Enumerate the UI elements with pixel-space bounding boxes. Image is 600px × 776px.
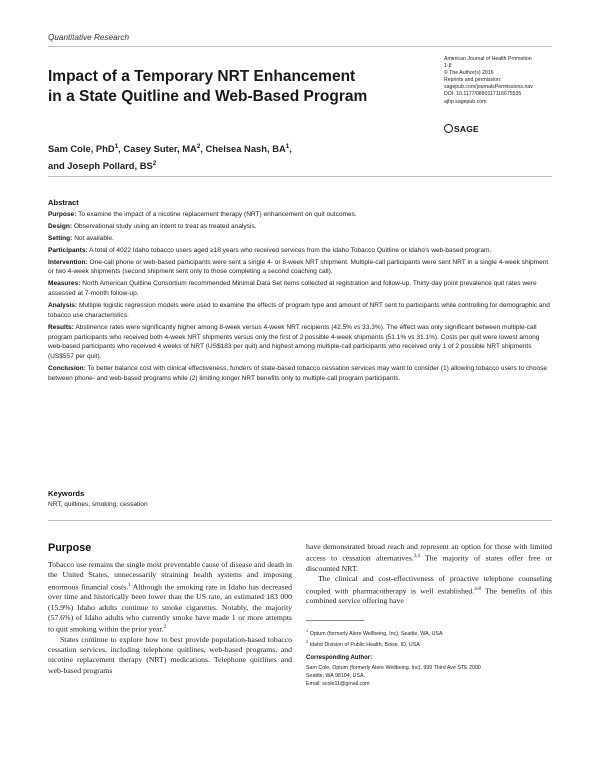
journal-line: Reprints and permission: [444, 77, 502, 84]
affiliation-marker: 2 [152, 160, 157, 168]
affiliation [306, 627, 556, 638]
corr-line: Seattle, WA 98104, USA. [306, 673, 365, 680]
field-text: Observational study using an intent to treat as treated analysis. [73, 222, 257, 230]
abstract-heading: Abstract [48, 198, 79, 207]
field-text: A total of 4022 Idaho tobacco users aged ≥18 years who received services from the Idaho Tobacco Quitline or Idaho's web-based program. [89, 246, 492, 254]
abstract-purpose [48, 210, 553, 220]
author-name: Chelsea Nash, BA [205, 143, 286, 155]
body-text: have demonstrated broad reach and represent an option for those with limited access to cessation alternatives. [306, 542, 552, 563]
abstract-participants [48, 246, 553, 256]
affiliation-marker: 1 [306, 628, 309, 633]
publisher-name: SAGE [454, 124, 479, 134]
abstract [48, 198, 553, 386]
keywords-divider [48, 520, 552, 521]
body-text: Although the smoking rate in Idaho has decreased over time and historically been lower than the US rate, an estimated 183 000 (15.9%) Idaho adults continue to smoke cigarettes. Notably, the majority (57.6%) of Idaho adults who currently smoke have made 1 or more attempts to quit smoking within the prior year. [48, 582, 292, 634]
abstract-intervention [48, 258, 553, 277]
corr-email[interactable]: Email: scole11@gmail.com [306, 681, 370, 688]
author-name: Casey Suter, MA [123, 143, 197, 155]
field-text: To better balance cost with clinical effectiveness, funders of state-based tobacco cessation services may want to consider (1) allowing tobacco users to choose between phone- and web-based programs while (2) limiting longer NRT benefits only to multiple-call program participants. [48, 364, 548, 382]
body-column-right [306, 542, 552, 607]
field-text: To examine the impact of a nicotine replacement therapy (NRT) enhancement on quit outcomes. [78, 210, 357, 218]
affiliation-marker: 2 [196, 143, 201, 150]
affiliation-marker: 1 [114, 143, 119, 150]
article-title [48, 67, 428, 107]
field-label: Measures: [48, 280, 81, 288]
field-text: Not available. [74, 234, 114, 242]
journal-info [444, 56, 574, 106]
title-line-1: Impact of a Temporary NRT Enhancement [48, 68, 356, 85]
body-text: The clinical and cost-effectiveness of proactive telephone counseling coupled with pharmacotherapy is well established. [306, 574, 552, 596]
field-text: Multiple logistic regression models were used to examine the effects of program type and amount of NRT sent to participants while controlling for demographic and tobacco use characteristics. [48, 302, 550, 319]
body-paragraph [48, 560, 292, 635]
journal-line: 1-8 [444, 63, 452, 70]
affiliations [306, 627, 556, 649]
field-label: Intervention: [48, 258, 88, 266]
body-paragraph [306, 574, 552, 606]
field-label: Design: [48, 222, 73, 230]
author-name: Joseph Pollard, BS [67, 160, 153, 172]
affiliation [306, 638, 556, 649]
body-text: The majority of states offer free or discounted NRT. [306, 553, 552, 574]
field-text: One-call phone or web-based participants were sent a single 4- or 8-week NRT shipment. Multiple-call participants were sent NRT in a single 4-week shipment or two 4-week shipments (second shipment sent only to those completing a second coaching call). [48, 258, 549, 276]
header-divider [48, 46, 552, 47]
corresponding-author-heading: Corresponding Author: [306, 655, 373, 661]
abstract-setting [48, 234, 553, 244]
publisher-logo [444, 124, 479, 134]
footnote-divider [306, 620, 364, 621]
field-text: Abstinence rates were significantly higher among 8-week versus 4-week NRT recipients (42.5% vs 33.3%). The effect was only significant between multiple-call program participants who received both 4-week NRT shipments versus only the first of 2 possible 4-week shipments (51.1% vs 31.1%). Costs per quit were lowest among web-based participants who received 4 weeks of NRT (US$183 per quit) and highest among multiple-call participants who received only 1 of 2 possible NRT shipments (US$557 per quit). [48, 323, 540, 360]
affiliation-text: Idaho Division of Public Health, Boise, ID, USA [309, 641, 420, 648]
corr-line: Sam Cole, Optum (formerly Alere Wellbeing, Inc), 999 Third Ave STE 2000 [306, 665, 481, 671]
citation-ref[interactable]: 3,4 [413, 554, 420, 560]
field-label: Setting: [48, 234, 73, 242]
corresponding-author [306, 664, 556, 689]
title-line-2: in a State Quitline and Web-Based Program [48, 88, 368, 105]
section-label: Quantitative Research [48, 33, 130, 42]
abstract-measures [48, 279, 553, 298]
body-text: Tobacco use remains the single most preventable cause of disease and death in the United States, unnecessarily straining health systems and imposing enormous financial costs. [48, 560, 292, 592]
body-paragraph: States continue to explore how to best provide population-based tobacco cessation services, including telephone quitlines, web-based programs, and nicotine replacement therapy (NRT) medications. Telephone quitlines and web-based programs [48, 634, 292, 675]
field-label: Participants: [48, 246, 88, 254]
abstract-divider [48, 176, 552, 177]
citation-ref[interactable]: 1 [128, 582, 131, 588]
citation-ref[interactable]: 2 [163, 625, 167, 631]
journal-line[interactable]: ajhp.sagepub.com [444, 98, 487, 105]
journal-line[interactable]: sagepub.com/journalsPermissions.nav [444, 84, 533, 91]
abstract-results [48, 323, 553, 362]
affiliation-marker: 2 [306, 638, 309, 644]
sage-logo-icon [444, 124, 453, 133]
affiliation-text: Optum (formerly Alere Wellbeing, Inc), Seattle, WA, USA [309, 630, 443, 637]
keywords-heading: Keywords [48, 489, 85, 498]
author-name: Sam Cole, PhD [48, 143, 115, 155]
body-text: The benefits of this combined service offering have [306, 586, 552, 606]
field-label: Purpose: [48, 210, 77, 218]
abstract-conclusion [48, 364, 553, 383]
field-label: Conclusion: [48, 364, 86, 372]
journal-doi[interactable]: DOI: 10.1177/0890117116675535 [444, 91, 522, 98]
field-label: Analysis: [48, 302, 78, 310]
body-column-left [48, 560, 292, 676]
citation-ref[interactable]: 4-8 [474, 586, 481, 592]
author-list: Sam Cole, PhD$^1$, Casey Suter, $MA^2$, Chelsea Nash, $BA^1$, and Joseph Pollard, $BS^2$ [48, 143, 292, 172]
journal-line: American Journal of Health Promotion [444, 56, 532, 62]
affiliation-marker: 1 [285, 143, 290, 150]
body-paragraph [306, 542, 552, 574]
field-text: North American Quitline Consortium recommended Minimal Data Set items collected at registration and follow-up. Thirty-day point prevalence quit rates were assessed at 7-month follow-up. [48, 280, 537, 298]
field-label: Results: [48, 323, 74, 331]
author-conjunction: and [48, 160, 65, 172]
journal-line: © The Author(s) 2016 [444, 70, 494, 77]
abstract-analysis [48, 301, 553, 320]
abstract-design [48, 222, 553, 232]
section-heading-purpose: Purpose [48, 542, 92, 554]
keywords-list: NRT, quitlines, smoking, cessation [48, 501, 148, 508]
